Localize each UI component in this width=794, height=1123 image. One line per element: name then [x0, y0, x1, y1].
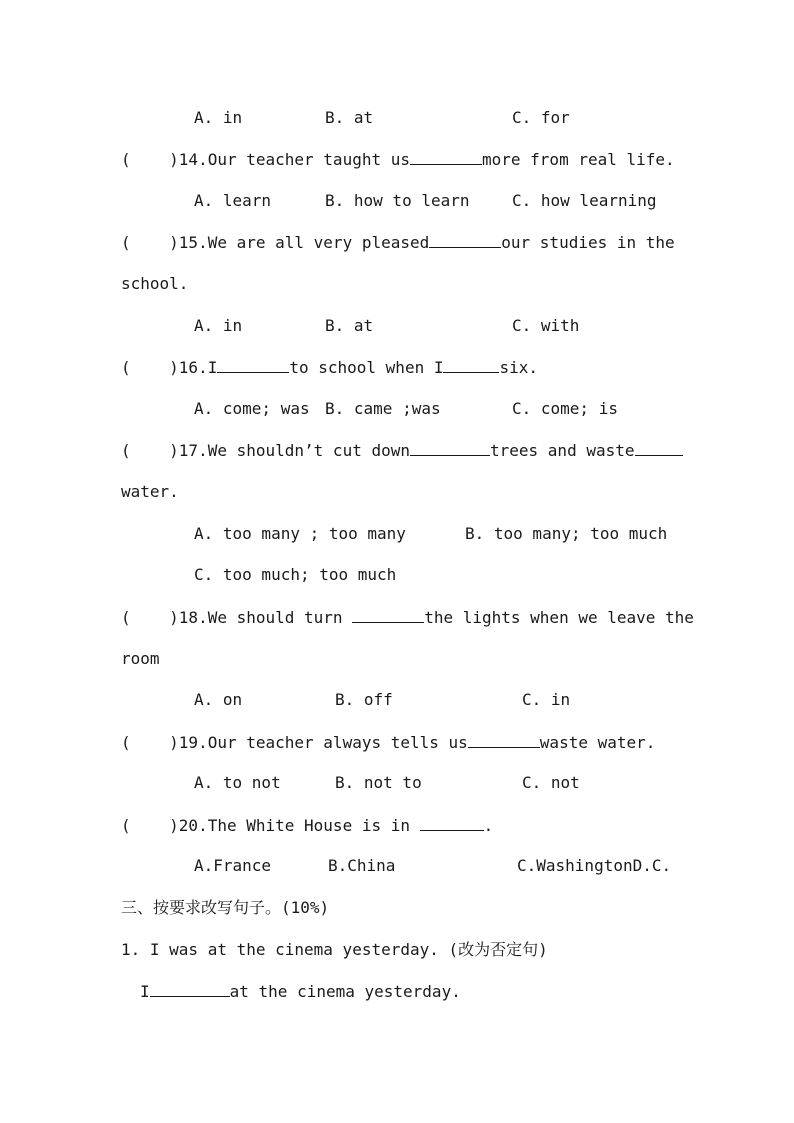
question-17: [121, 440, 683, 461]
q13-option-c: C. for: [512, 108, 570, 127]
question-16: [121, 357, 538, 378]
question-19: [121, 732, 655, 753]
question-text: We shouldn’t cut down: [207, 441, 410, 460]
answer-text: at the cinema yesterday.: [229, 982, 461, 1001]
q16-option-c: C. come; is: [512, 399, 618, 418]
question-text: our studies in the: [501, 233, 675, 252]
q18-option-b: B. off: [335, 690, 393, 709]
q17-option-c: C. too much; too much: [194, 565, 397, 584]
answer-paren: ( )20.: [121, 816, 208, 835]
question-20: [121, 815, 493, 836]
answer-paren: ( )17.: [121, 441, 208, 460]
question-18-continued: room: [121, 649, 160, 668]
q18-option-a: A. on: [194, 690, 243, 709]
answer-blank[interactable]: [635, 440, 683, 456]
q20-option-a: A.France: [194, 856, 272, 875]
answer-paren: ( )14.: [121, 150, 208, 169]
q17-option-b: B. too many; too much: [465, 524, 668, 543]
question-text: the lights when we leave the: [424, 608, 694, 627]
question-text: Our teacher always tells us: [207, 733, 468, 752]
question-text: The White House is in: [207, 816, 420, 835]
question-text: six.: [499, 358, 538, 377]
q14-option-a: A. learn: [194, 191, 272, 210]
question-18: [121, 607, 694, 628]
q13-option-b: B. at: [325, 108, 374, 127]
q13-option-a: A. in: [194, 108, 243, 127]
answer-paren: ( )18.: [121, 608, 208, 627]
q15-option-a: A. in: [194, 316, 243, 335]
question-text: waste water.: [539, 733, 656, 752]
q19-option-b: B. not to: [335, 773, 422, 792]
q16-option-a: A. come; was: [194, 399, 310, 418]
answer-blank[interactable]: [443, 357, 499, 373]
answer-blank[interactable]: [429, 232, 501, 248]
q18-option-c: C. in: [522, 690, 571, 709]
q19-option-a: A. to not: [194, 773, 281, 792]
question-15-continued: school.: [121, 274, 189, 293]
question-text: to school when I: [289, 358, 444, 377]
q15-option-c: C. with: [512, 316, 580, 335]
answer-paren: ( )15.: [121, 233, 208, 252]
answer-blank[interactable]: [410, 149, 482, 165]
q17-option-a: A. too many ; too many: [194, 524, 406, 543]
answer-blank[interactable]: [217, 357, 289, 373]
answer-text: I: [140, 982, 150, 1001]
question-17-continued: water.: [121, 482, 179, 501]
question-text: We should turn: [207, 608, 353, 627]
section-3-heading: 三、按要求改写句子。(10%): [121, 898, 330, 917]
q20-option-b: B.China: [328, 856, 396, 875]
section-3-question-1: 1. I was at the cinema yesterday. (改为否定句): [121, 940, 548, 959]
answer-blank[interactable]: [468, 732, 540, 748]
question-15: [121, 232, 675, 253]
q19-option-c: C. not: [522, 773, 580, 792]
question-text: I: [207, 358, 218, 377]
question-text: more from real life.: [482, 150, 675, 169]
answer-blank[interactable]: [150, 981, 230, 997]
question-text: .: [483, 816, 494, 835]
q14-option-b: B. how to learn: [325, 191, 470, 210]
section-3-answer-line-1: [140, 981, 461, 1002]
answer-paren: ( )19.: [121, 733, 208, 752]
q20-option-c: C.WashingtonD.C.: [517, 856, 672, 875]
answer-paren: ( )16.: [121, 358, 208, 377]
question-text: Our teacher taught us: [207, 150, 410, 169]
q14-option-c: C. how learning: [512, 191, 657, 210]
answer-blank[interactable]: [410, 440, 490, 456]
question-text: We are all very pleased: [207, 233, 430, 252]
q16-option-b: B. came ;was: [325, 399, 441, 418]
question-14: [121, 149, 675, 170]
q15-option-b: B. at: [325, 316, 374, 335]
question-text: trees and waste: [490, 441, 635, 460]
answer-blank[interactable]: [420, 815, 484, 831]
answer-blank[interactable]: [352, 607, 424, 623]
